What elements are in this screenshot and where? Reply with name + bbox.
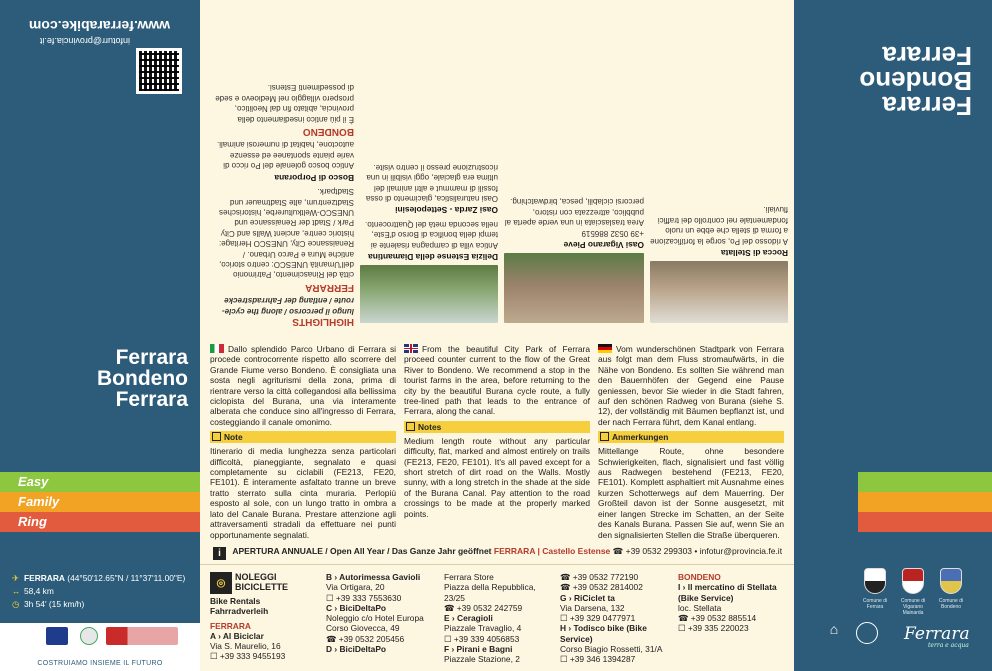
comune-vigarano-label: Comune di Vigarano Mainarda <box>900 598 926 616</box>
rentals-column-5 <box>678 572 790 634</box>
german-note-text: Mittellange Route, ohne besondere Schwierigkeiten, flach, signalisiert und fast völlig aus Radwegen bestehend (FE213, FE20, FE101). Komplett asphaltiert mit Ausnahme eines kurzen Schotterwegs auf dem Mauerring. Der Großteil davon ist der Sonne ausgesetzt, mit einer langen Strecke im Schatten, an der Seite des Kanals Burana. Passen Sie auf, wenn Sie an den signalisierten Stellen die Straße überqueren. <box>598 446 784 540</box>
delizia-heading: Delizia Estense della Diamantina <box>368 252 498 262</box>
rentals-en: Bike Rentals <box>210 596 261 606</box>
rental-i-sub: (Bike Service) <box>678 592 734 603</box>
rental-g-addr: Via Darsena, 132 <box>560 602 625 613</box>
route-start: FERRARA <box>24 573 65 583</box>
rocca-text: A ridosso del Po, sorge la fortificazione a forma di stella che ebbe un ruolo fondamentale nel controllo dei traffici fluviali. <box>650 205 788 246</box>
italian-note-label: Note <box>224 432 243 443</box>
italian-note-text: Itinerario di media lunghezza senza particolari difficoltà, pianeggiante, segnalato e quasi completamente su ciclabili (FE213, FE20, FE101). È interamente asfaltato tranne un breve tratto sterrato sulla cinta muraria. Perlopiù esposto al sole, con un lungo tratto in ombra a lato del Canale Burana. Prestare attenzione agli attraversamenti stradali da effettuare nei punti opportunamente segnalati. <box>210 446 396 540</box>
english-note-bar <box>404 421 590 433</box>
website-link[interactable]: www.ferrarabike.com <box>28 18 170 34</box>
pieve-text: Area traslasciata in una verde aperta al pubblico, attrezzata con ristoro, percorsi ciclabili, pesca, birdwatching. <box>504 197 644 228</box>
title-line-3: Ferrara <box>115 388 188 411</box>
qr-code[interactable] <box>136 48 182 94</box>
city-ferrara: FERRARA <box>210 620 251 631</box>
rental-b-addr: Via Ortigara, 20 <box>326 582 385 593</box>
english-note-text: Medium length route without any particular difficulty, flat, marked and almost entirely on trails (FE213, FE20, FE101). It's all paved except for a short stretch of dirt road on the Walls. Mostly sunny, with a long stretch in the shade at the side of the Burana Canal. Pay attention to the road crossings to be made at the properly marked points. <box>404 435 590 519</box>
bosco-heading: Bosco di Porporana <box>274 172 354 183</box>
route-coords: (44°50'12.65"N / 11°37'11.00"E) <box>67 573 186 583</box>
brand-name: Ferrara <box>904 624 970 644</box>
rental-a-name: A › Al Biciclar <box>210 630 264 641</box>
rental-e-addr: Piazzale Travaglio, 4 <box>444 623 522 634</box>
zarda-text: Oasi naturalistica, giacimento di ossa fossili di mammut e altri animali del ultima era glaciale, oggi visibili in una ricostruzione presso il centro visite. <box>365 162 498 203</box>
ferrara-text: città del Rinascimento, Patrimonio dell'Umanità UNESCO: centro storico, antiche Mura e Parco Urbano. / Renaissance City, UNESCO Heritage: historic centre, ancient Walls and City Park / Stadt der Renaissance und UNESCO-Weltkulturerbe, historisches Stadtzentrum, alte Stadtmauer und Stadtpark. <box>218 187 354 280</box>
rental-h-addr: Corso Biagio Rossetti, 31/A <box>560 644 663 655</box>
route-info <box>12 572 185 611</box>
rental-f-addr: Piazzale Stazione, 2 <box>444 654 520 665</box>
english-note-label: Notes <box>418 421 442 432</box>
city-bondeno: BONDENO <box>678 572 721 582</box>
rental-e-name: E › Ceragioli <box>444 613 493 624</box>
bike-rental-logo-icon: ⌾ <box>210 572 232 594</box>
highlights-section-flipped <box>200 0 794 336</box>
rocca-heading: Rocca di Stellata <box>720 248 788 258</box>
bondeno-text: È il più antico insediamento della provincia, abitato fin dal Neolitico, prospero villaggio nel Medioevo e sede di possedimenti Estensi. <box>215 83 354 124</box>
rentals-column-1 <box>210 572 320 662</box>
vigarano-crest-icon <box>902 568 924 594</box>
right-band-orange <box>858 492 992 512</box>
zarda-heading: Oasi Zarda - Settepolesini <box>395 205 498 216</box>
funders-strip <box>0 623 200 671</box>
italy-flag-icon <box>210 344 224 353</box>
italy-emblem-icon <box>80 627 98 645</box>
rental-b-tel[interactable]: ☐ +39 333 7553630 <box>326 592 402 603</box>
delizia-photo <box>360 265 498 323</box>
pieve-heading: Oasi Vigarano Pieve <box>563 240 644 250</box>
note-icon <box>600 432 609 441</box>
route-title <box>20 347 188 410</box>
title-line-2: Bondeno <box>97 367 188 390</box>
band-family: Family <box>0 492 200 512</box>
rental-g-tel[interactable]: ☐ +39 329 0477971 <box>560 613 636 624</box>
rental-i-name: I › Il mercatino di Stellata <box>678 582 777 593</box>
open-label: APERTURA ANNUALE / Open All Year / Das Ganze Jahr geöffnet <box>232 546 492 556</box>
right-title-line-1: Ferrara <box>882 91 972 121</box>
store-addr: Piazza della Repubblica, 23/25 <box>444 582 536 603</box>
rentals-de: Fahrradverleih <box>210 606 269 617</box>
store-tel[interactable]: ☎ +39 0532 242759 <box>444 602 523 613</box>
brand-tag: terra e acqua <box>928 642 969 649</box>
german-note-bar <box>598 431 784 443</box>
note-icon <box>212 432 221 441</box>
info-icon: i <box>213 547 226 560</box>
right-title-line-3: Ferrara <box>882 41 972 71</box>
right-title-line-2: Bondeno <box>859 66 972 96</box>
bosco-text: Antico bosco golenale del Po ricco di varie piante spontanee ed essenze autoctone, habitat di numerosi animali. <box>217 140 354 171</box>
zarda-photo <box>504 253 644 323</box>
route-distance: 58,4 km <box>24 586 54 596</box>
clock-icon: ◷ <box>12 599 20 609</box>
unesco-logo-icon: ⌂ <box>829 621 839 637</box>
title-line-1: Ferrara <box>115 346 188 369</box>
rental-e-tel[interactable]: ☐ +39 339 4056853 <box>444 633 520 644</box>
rentals-column-2 <box>326 572 438 654</box>
bondeno-crest-icon <box>940 568 962 594</box>
rental-i-tel2[interactable]: ☐ +39 335 220023 <box>678 623 749 634</box>
rental-a-tel[interactable]: ☐ +39 333 9455193 <box>210 651 286 662</box>
english-column <box>404 344 590 519</box>
rental-c-name: C › BiciDeltaPo <box>326 602 387 613</box>
rental-c-tel[interactable]: ☎ +39 0532 205456 <box>326 633 405 644</box>
rental-f-name: F › Pirani e Bagni <box>444 644 513 655</box>
rentals-column-3 <box>444 572 556 665</box>
english-text: From the beautiful City Park of Ferrara proceed counter current to the flow of the Great River to Bondeno. We recommend a stop in the tourist farms in the area, before returning to the city by the beautiful Burana cycle route, a fully tree-lined path that leads to the entrance of Ferrara, along the canal. <box>404 344 590 417</box>
divider <box>200 564 794 565</box>
german-text: Vom wunderschönen Stadtpark von Ferrara aus folgt man dem Fluss stromaufwärts, in die Nähe von Bondeno. Es sollten Sie während man den Bauernhöfen der Gegend eine Pause geniessen, bevor Sie wieder in die Stadt fahren, auf den schönen Radweg von Burana (siehe S. 12), der vollständig mit Bäumen bepflanzt ist, und der nach Ferrara führt, dem Kanal entlang. <box>598 344 784 427</box>
band-ring: Ring <box>0 512 200 532</box>
funders-caption: COSTRUIAMO INSIEME IL FUTURO <box>37 660 163 667</box>
rental-g-name: G › RiCiclet ta <box>560 592 615 603</box>
left-top-flipped <box>0 0 200 336</box>
right-title-flipped <box>794 0 992 336</box>
rental-g-tel2[interactable]: ☎ +39 0532 2814002 <box>560 582 643 593</box>
rental-h-name: H › Todisco bike (Bike Service) <box>560 623 647 644</box>
germany-flag-icon <box>598 344 612 353</box>
ferrara-brand-logo <box>904 624 970 649</box>
region-logo-icon <box>106 627 178 645</box>
rocca-photo <box>650 261 788 323</box>
note-icon <box>406 422 415 431</box>
italian-column <box>210 344 396 540</box>
right-band-green <box>858 472 992 492</box>
rental-b-name: B › Autorimessa Gavioli <box>326 572 421 582</box>
route-time: 3h 54' (15 km/h) <box>24 599 85 609</box>
email-link[interactable]: infoturr@provincia.fe.it <box>39 36 130 46</box>
distance-icon: ↔ <box>12 586 21 596</box>
rental-d-name: D › BiciDeltaPo <box>326 644 387 655</box>
rentals-column-4 <box>560 572 676 665</box>
band-easy: Easy <box>0 472 200 492</box>
open-all-year-bar <box>203 541 791 561</box>
uk-flag-icon <box>404 344 418 353</box>
rental-c-addr: Corso Giovecca, 49 <box>326 623 400 634</box>
german-column <box>598 344 784 540</box>
highlights-label: HIGHLIGHTS <box>292 316 354 327</box>
eu-flag-icon <box>46 627 68 645</box>
pieve-phone: +39 0532 886519 <box>581 228 644 238</box>
store-name: Ferrara Store <box>444 572 494 582</box>
comune-bondeno-label: Comune di Bondeno <box>938 598 964 610</box>
location-icon: ✈ <box>12 573 20 583</box>
comune-ferrara-label: Comune di Ferrara <box>862 598 888 610</box>
open-contact[interactable]: ☎ +39 0532 299303 • infotur@provincia.fe.it <box>612 546 783 556</box>
right-band-red <box>858 512 992 532</box>
rental-a-addr: Via S. Maurelio, 16 <box>210 641 281 652</box>
logo-line-1: NOLEGGI <box>235 572 277 582</box>
open-place: FERRARA | Castello Estense <box>493 546 611 556</box>
rental-h-tel[interactable]: ☐ +39 346 1394287 <box>560 654 636 665</box>
logo-line-2: BICICLETTE <box>235 582 288 592</box>
german-note-label: Anmerkungen <box>612 432 669 443</box>
ferrara-heading: FERRARA <box>305 281 354 293</box>
bondeno-heading: BONDENO <box>302 126 354 138</box>
ferrara-crest-icon <box>864 568 886 594</box>
italian-text: Dallo splendido Parco Urbano di Ferrara si procede controcorrente rispetto allo scorrere del Grande Fiume verso Bondeno. È consigliata una sosta negli agriturismi della zona, prima di rientrare verso la città collegandosi alla bellissima ciclopista del Burana, una via interamente alberata che conduce sino all'ingresso di Ferrara, costeggiando il canale omonimo. <box>210 344 396 427</box>
rental-c-sub: Noleggio c/o Hotel Europa <box>326 613 424 624</box>
rental-i-tel1[interactable]: ☎ +39 0532 885514 <box>678 613 757 624</box>
delizia-text: Antica villa di campagna risalente ai tempi della bonifica di Borso d'Este, nella seconda metà del Quattrocento. <box>365 219 498 250</box>
heritage-emblem-icon <box>856 622 878 644</box>
highlights-subtitle: lungo il percorso / along the cycle-route / entlang der Fahrradstrecke <box>221 296 354 316</box>
rental-i-loc: loc. Stellata <box>678 602 722 613</box>
italian-note-bar <box>210 431 396 443</box>
rental-g-tel1[interactable]: ☎ +39 0532 772190 <box>560 572 639 582</box>
